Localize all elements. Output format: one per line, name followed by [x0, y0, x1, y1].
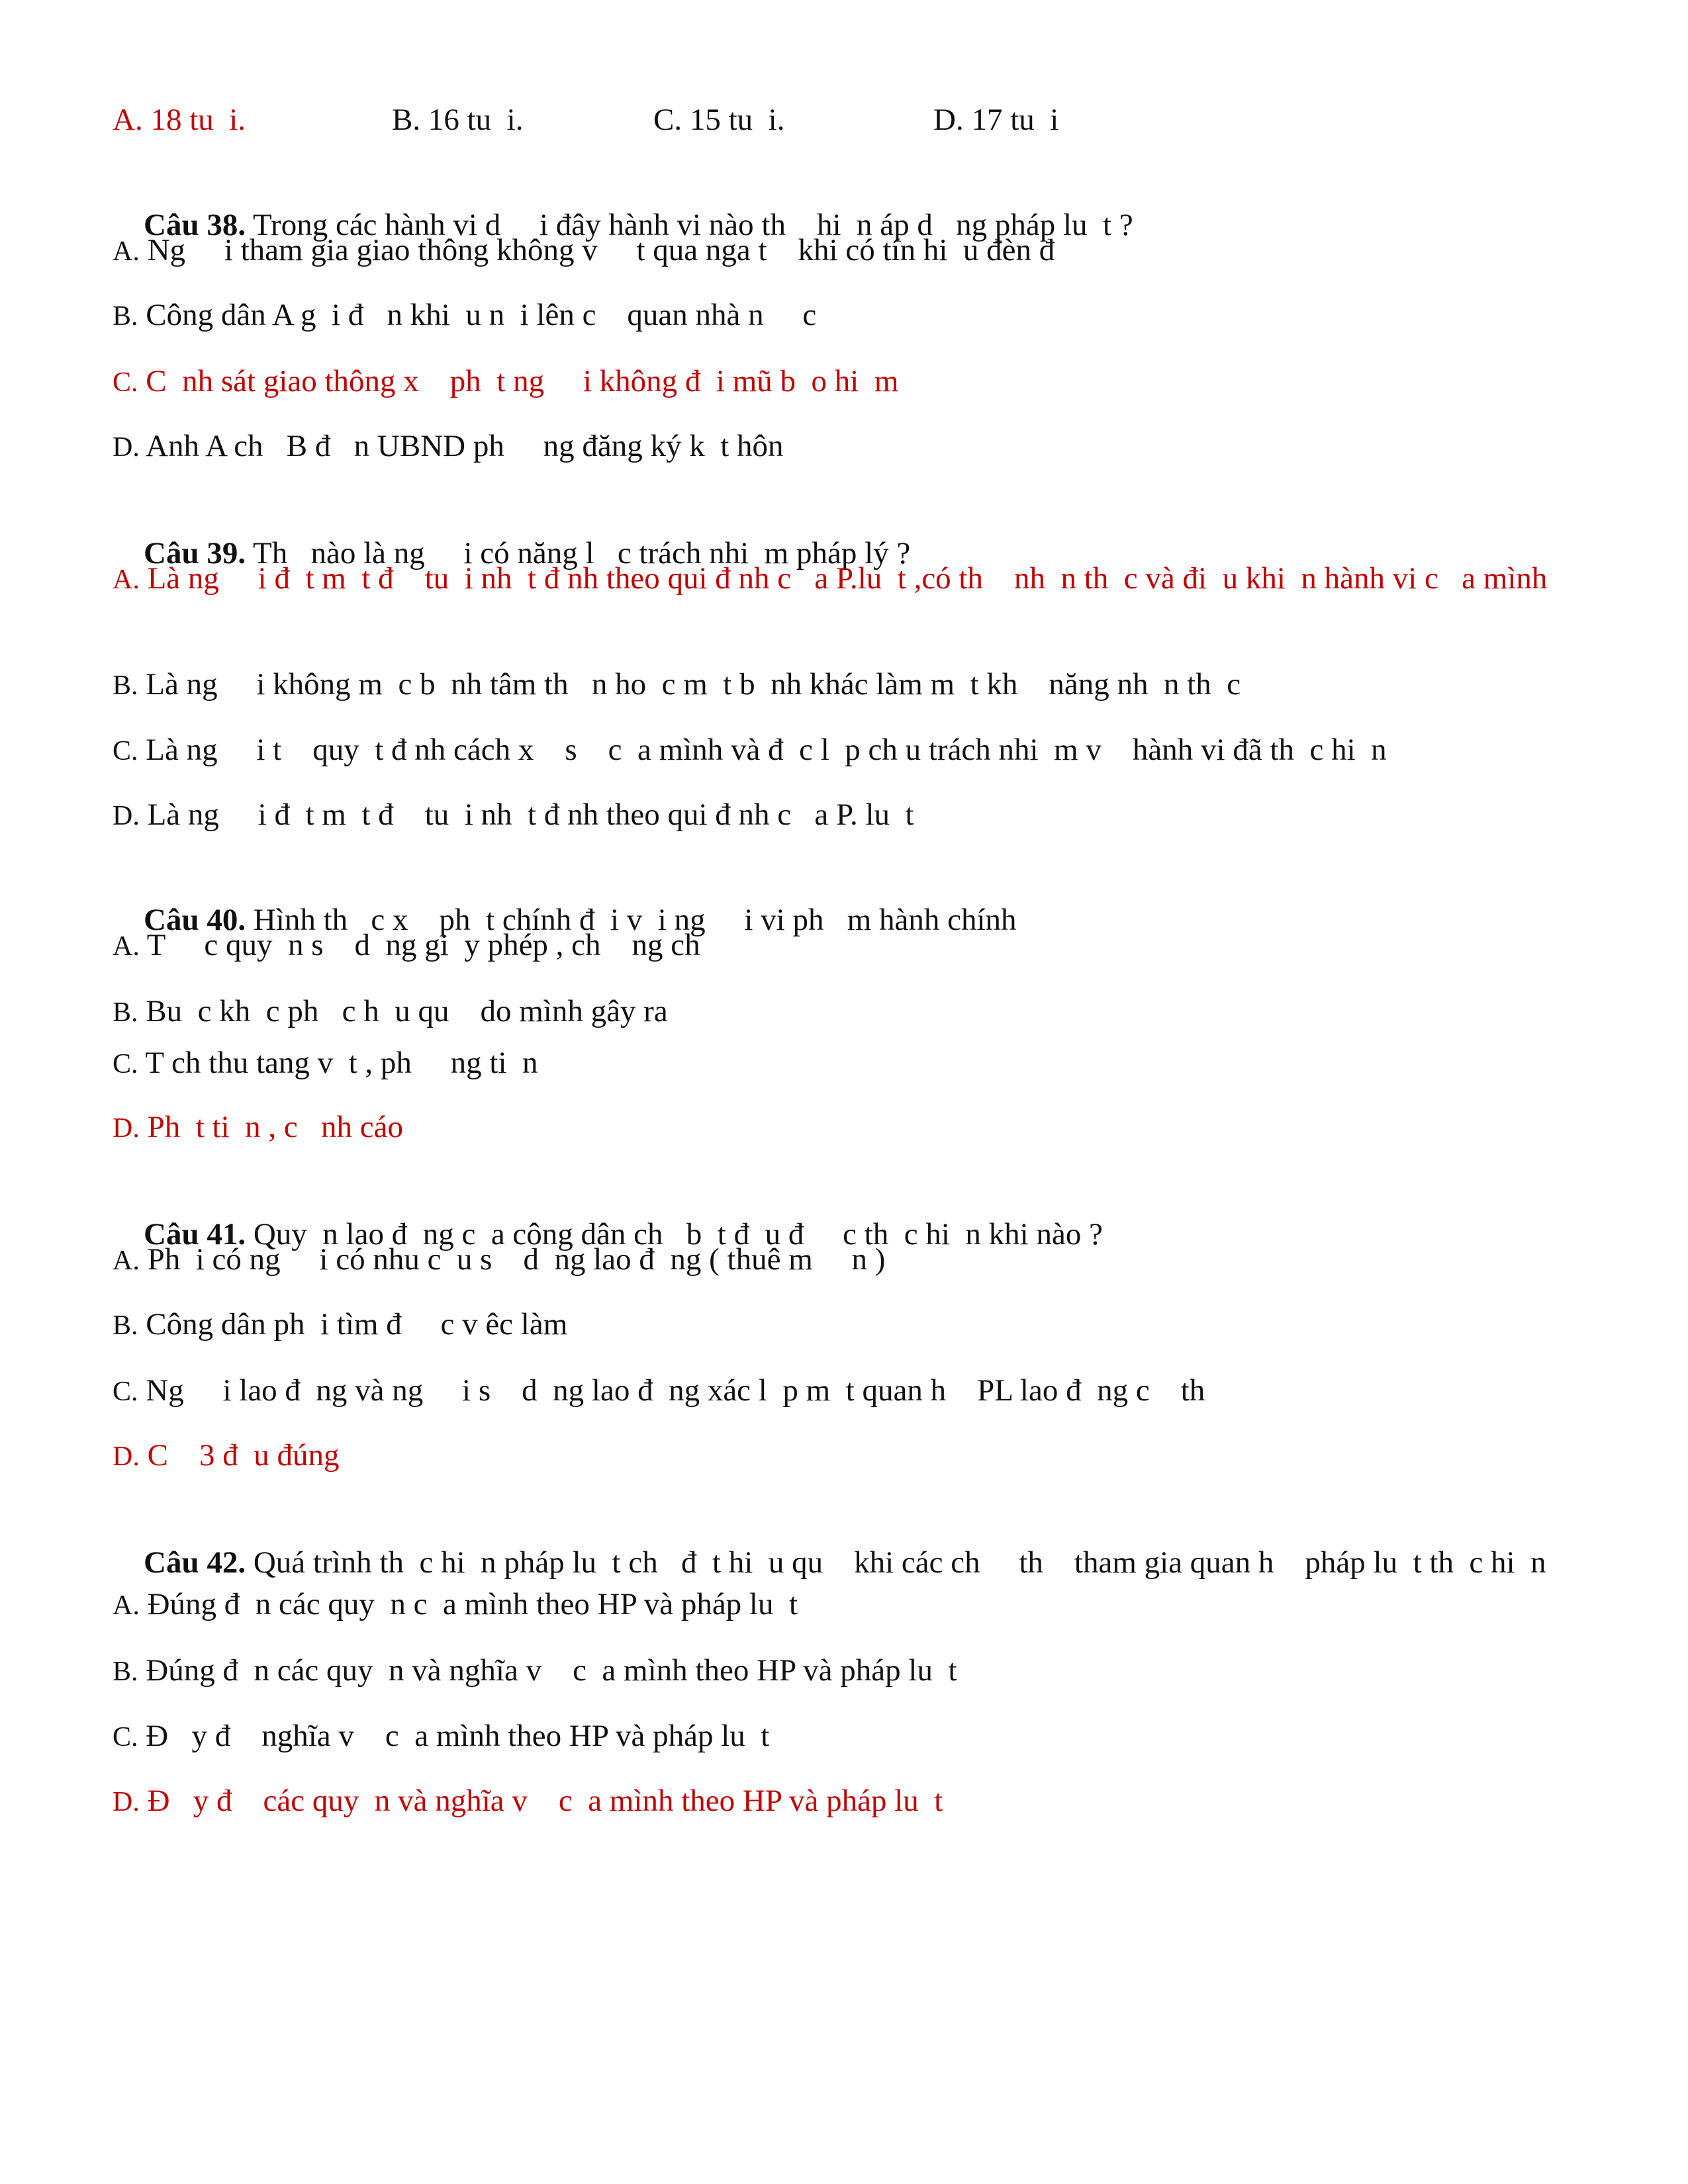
q38-option-b	[113, 295, 1582, 337]
option-label: C.	[113, 1722, 138, 1752]
option-text: Công dân A g i đ n khi u n i lên c quan nhà n c	[138, 298, 817, 332]
option-text: Ng i tham gia giao thông không v t qua nga t khi có tín hi u đèn đ	[139, 233, 1055, 267]
option-text: Ph t ti n , c nh cáo	[139, 1110, 403, 1144]
option-label: A.	[113, 1590, 140, 1621]
q40-option-d	[113, 1107, 1582, 1149]
q39-option-c	[113, 729, 1582, 772]
option-label: D.	[113, 1787, 140, 1817]
top-option-c: C. 15 tu i.	[653, 103, 785, 137]
option-text: Ng i lao đ ng và ng i s d ng lao đ ng xác l p m t quan h PL lao đ ng c th	[138, 1373, 1205, 1408]
top-option-b: B. 16 tu i.	[392, 103, 524, 137]
q42-option-b	[113, 1650, 1582, 1692]
q41-option-a	[113, 1239, 1582, 1281]
option-label: B.	[113, 1657, 138, 1687]
q38-option-a	[113, 230, 1582, 272]
option-text: C 3 đ u đúng	[139, 1438, 340, 1473]
option-label: D.	[113, 1113, 140, 1144]
option-text: Là ng i không m c b nh tâm th n ho c m t b nh khác làm m t kh năng nh n th c	[138, 667, 1241, 702]
option-label: A.	[113, 565, 140, 595]
option-text: T c quy n s d ng gi y phép , ch ng ch	[139, 928, 700, 962]
q40-option-c	[113, 1042, 1582, 1085]
top-option-d: D. 17 tu i	[933, 103, 1059, 137]
q42-option-c	[113, 1715, 1582, 1758]
option-text: Đ y đ nghĩa v c a mình theo HP và pháp lu t	[138, 1719, 770, 1753]
question-number: Câu 42.	[144, 1545, 246, 1580]
option-label: C.	[113, 1049, 138, 1079]
option-label: A.	[113, 1246, 140, 1276]
option-label: B.	[113, 997, 138, 1028]
option-text: Ph i có ng i có nhu c u s d ng lao đ ng ( thuê m n )	[139, 1242, 886, 1277]
option-text: Là ng i đ t m t đ tu i nh t đ nh theo qui đ nh c a P. lu t	[139, 797, 914, 832]
question-number: Câu 40.	[144, 903, 246, 937]
q41-option-d	[113, 1435, 1582, 1477]
q42-option-a	[113, 1584, 1582, 1626]
option-text: Đ y đ các quy n và nghĩa v c a mình theo HP và pháp lu t	[139, 1784, 943, 1818]
q38-option-c	[113, 361, 1582, 403]
option-text: T ch thu tang v t , ph ng ti n	[138, 1046, 538, 1080]
option-text: Bu c kh c ph c h u qu do mình gây ra	[138, 994, 668, 1028]
q38-option-d	[113, 426, 1582, 468]
top-option-a: A. 18 tu i.	[113, 103, 246, 137]
q41-option-c	[113, 1370, 1582, 1412]
q42-option-d	[113, 1780, 1582, 1823]
option-label: B.	[113, 1310, 138, 1341]
question-number: Câu 41.	[144, 1217, 246, 1251]
q40-option-b	[113, 991, 1582, 1033]
option-text: Là ng i t quy t đ nh cách x s c a mình và đ c l p ch u trách nhi m v hành vi đã th c hi n	[138, 733, 1387, 767]
q39-option-d	[113, 794, 1582, 837]
question-text: Trong các hành vi d i đây hành vi nào th hi n áp d ng pháp lu t ?	[246, 208, 1133, 242]
option-label: D.	[113, 432, 140, 463]
option-text: Đúng đ n các quy n c a mình theo HP và pháp lu t	[139, 1587, 798, 1621]
option-label: B.	[113, 670, 138, 701]
option-text: Công dân ph i tìm đ c v êc làm	[138, 1307, 568, 1342]
option-label: A.	[113, 931, 140, 962]
q41-option-b	[113, 1304, 1582, 1346]
question-text: Quy n lao đ ng c a công dân ch b t đ u đ c th c hi n khi nào ?	[246, 1217, 1103, 1251]
question-text: Quá trình th c hi n pháp lu t ch đ t hi u qu khi các ch th tham gia quan h pháp lu t th c hi n	[246, 1545, 1546, 1580]
option-text: Là ng i đ t m t đ tu i nh t đ nh theo qui đ nh c a P.lu t ,có th nh n th c và đi u khi n hành vi c a mình	[139, 561, 1548, 596]
option-label: B.	[113, 301, 138, 332]
option-text: C nh sát giao thông x ph t ng i không đ i mũ b o hi m	[138, 364, 899, 398]
q39-option-a	[113, 558, 1569, 600]
question-text: Hình th c x ph t chính đ i v i ng i vi ph m hành chính	[246, 903, 1017, 937]
question-text: Th nào là ng i có năng l c trách nhi m pháp lý ?	[246, 536, 911, 570]
option-label: D.	[113, 1441, 140, 1472]
option-label: A.	[113, 236, 140, 267]
option-text: Đúng đ n các quy n và nghĩa v c a mình theo HP và pháp lu t	[138, 1653, 957, 1688]
q40-option-a	[113, 925, 1582, 967]
option-label: C.	[113, 1377, 138, 1407]
option-text: Anh A ch B đ n UBND ph ng đăng ký k t hôn	[139, 429, 784, 463]
question-number: Câu 38.	[144, 208, 246, 242]
option-label: D.	[113, 801, 140, 831]
option-label: C.	[113, 736, 138, 766]
question-number: Câu 39.	[144, 536, 246, 570]
option-label: C.	[113, 367, 138, 398]
q39-option-b	[113, 664, 1582, 706]
